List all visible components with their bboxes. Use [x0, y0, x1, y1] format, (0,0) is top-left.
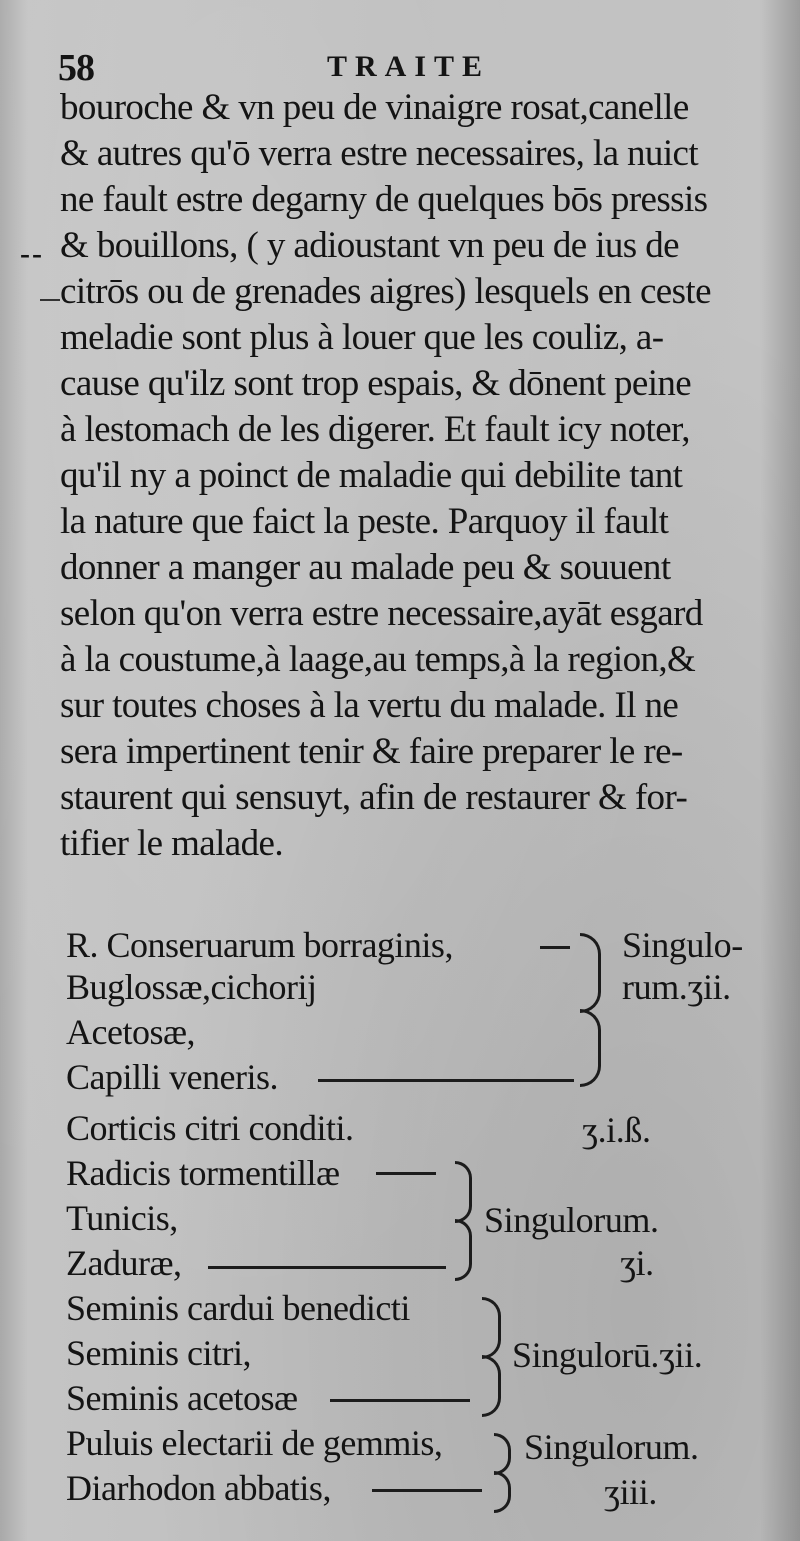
text-line: ne fault estre degarny de quelques bōs pressis [60, 179, 708, 220]
text-line: selon qu'on verra estre necessaire,ayāt esgard [60, 593, 703, 634]
margin-tick-mark [40, 299, 60, 301]
recipe-item: Puluis electarii de gemmis, [66, 1423, 443, 1463]
text-line: tifier le malade. [60, 823, 283, 864]
recipe-item: Radicis tormentillæ [66, 1153, 340, 1193]
quantity-label: Singulo- [622, 925, 743, 965]
page-number: 58 [58, 47, 94, 89]
brace [482, 1297, 501, 1359]
text-line: sera impertinent tenir & faire preparer le re- [60, 731, 683, 772]
text-line: à lestomach de les digerer. Et fault icy noter, [60, 409, 690, 450]
quantity-label: ʒi. [620, 1243, 654, 1283]
recipe-item: Corticis citri conditi. [66, 1108, 354, 1148]
recipe-item: Seminis citri, [66, 1333, 251, 1373]
quantity-label: ʒiii. [604, 1472, 657, 1512]
brace [482, 1355, 501, 1417]
running-title: TRAITE [327, 50, 491, 83]
brace [494, 1471, 511, 1513]
recipe-item: Acetosæ, [66, 1012, 195, 1052]
text-line: meladie sont plus à louer que les couliz, a- [60, 317, 664, 358]
paragraph [60, 85, 765, 867]
recipe-item: Diarhodon abbatis, [66, 1468, 331, 1508]
leader-dash [330, 1399, 470, 1402]
text-line: qu'il ny a poinct de maladie qui debilite tant [60, 455, 683, 496]
quantity-label: rum.ʒii. [622, 967, 731, 1007]
text-line: staurent qui sensuyt, afin de restaurer & for- [60, 777, 688, 818]
text-line: cause qu'ilz sont trop espais, & dōnent peine [60, 363, 692, 404]
recipe-item: Tunicis, [66, 1198, 178, 1238]
text-line: & autres qu'ō verra estre necessaires, la nuict [60, 133, 699, 174]
margin-mark: -- [20, 237, 44, 270]
text-line: & bouillons, ( y adioustant vn peu de ius de [60, 225, 679, 266]
text-line: sur toutes choses à la vertu du malade. Il ne [60, 685, 679, 726]
quantity-label: Singulorū.ʒii. [512, 1335, 703, 1375]
leader-dash [208, 1266, 446, 1269]
recipe-item: Buglossæ,cichorij [66, 967, 317, 1007]
brace [455, 1161, 472, 1223]
text-line: citrōs ou de grenades aigres) lesquels en ceste [60, 271, 711, 312]
leader-dash [376, 1172, 436, 1175]
brace [580, 933, 601, 1013]
leader-dash [372, 1489, 482, 1492]
leader-dash [318, 1079, 574, 1082]
brace [494, 1433, 511, 1475]
recipe-item: Seminis cardui benedicti [66, 1288, 410, 1328]
recipe-item: Zaduræ, [66, 1243, 182, 1283]
text-line: à la coustume,à laage,au temps,à la region,& [60, 639, 696, 680]
recipe-item: Seminis acetosæ [66, 1378, 298, 1418]
brace [455, 1219, 472, 1281]
recipe-block [0, 925, 800, 1525]
leader-dash [540, 946, 570, 949]
text-line: la nature que faict la peste. Parquoy il fault [60, 501, 669, 542]
quantity-label: ʒ.i.ß. [582, 1110, 651, 1150]
recipe-item: R. Conseruarum borraginis, [66, 925, 453, 965]
brace [580, 1009, 601, 1087]
quantity-label: Singulorum. [524, 1427, 699, 1467]
recipe-item: Capilli veneris. [66, 1057, 278, 1097]
text-line: donner a manger au malade peu & souuent [60, 547, 671, 588]
text-line: bouroche & vn peu de vinaigre rosat,canelle [60, 87, 689, 128]
quantity-label: Singulorum. [484, 1200, 659, 1240]
